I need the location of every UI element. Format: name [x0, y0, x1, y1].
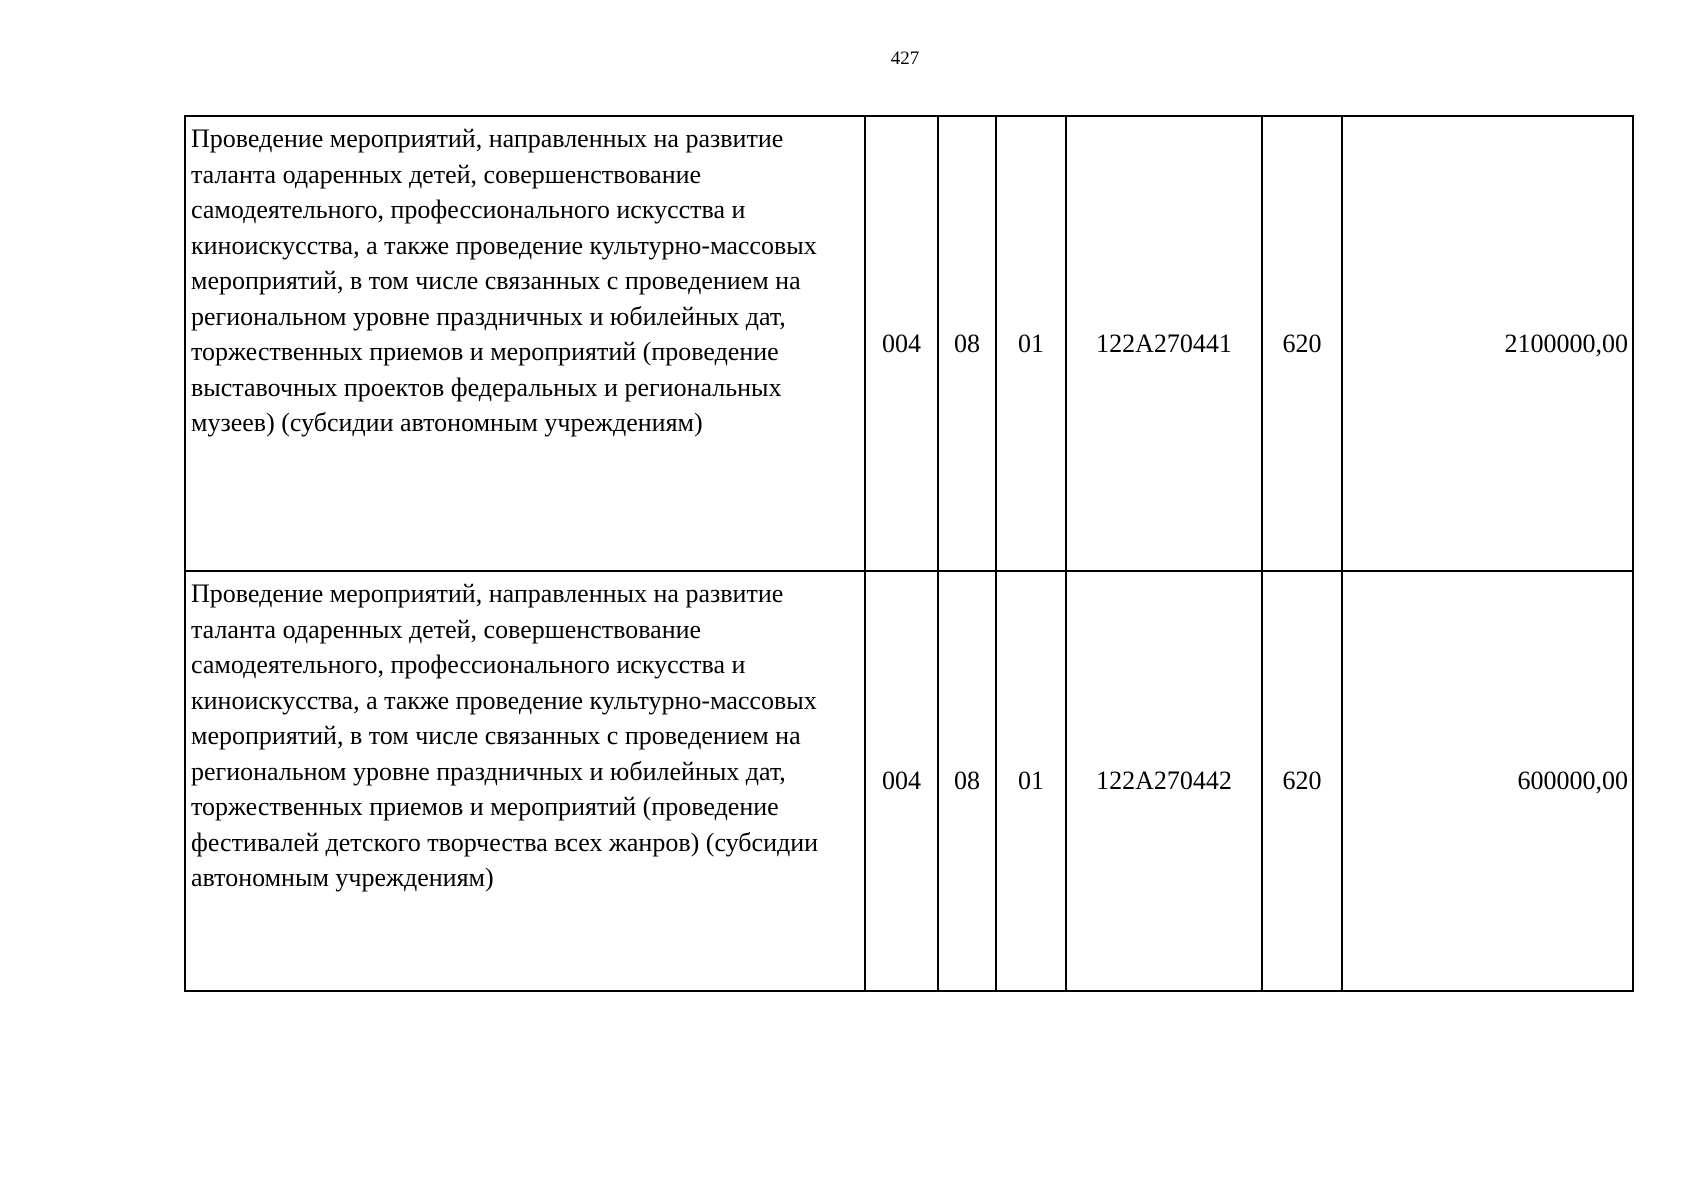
section-code: 08 — [938, 116, 996, 571]
ministry-code: 004 — [865, 571, 938, 991]
subsection-code: 01 — [996, 116, 1066, 571]
expense-type-code: 620 — [1262, 571, 1342, 991]
section-code: 08 — [938, 571, 996, 991]
row-description: Проведение мероприятий, направленных на развитие таланта одаренных детей, совершенствование самодеятельного, профессионального искусства и киноискусства, а также проведение культурно-массовых мероприятий, в том числе связанных с проведением на региональном уровне праздничных и юбилейных дат, торжественных приемов и мероприятий (проведение выставочных проектов федеральных и региональных музеев) (субсидии автономным учреждениям) — [185, 116, 865, 571]
target-article-code: 122A270442 — [1066, 571, 1262, 991]
target-article-code: 122A270441 — [1066, 116, 1262, 571]
ministry-code: 004 — [865, 116, 938, 571]
expense-type-code: 620 — [1262, 116, 1342, 571]
amount: 2100000,00 — [1342, 116, 1633, 571]
budget-table — [184, 115, 1634, 992]
amount: 600000,00 — [1342, 571, 1633, 991]
subsection-code: 01 — [996, 571, 1066, 991]
page-number: 427 — [890, 48, 920, 69]
row-description: Проведение мероприятий, направленных на развитие таланта одаренных детей, совершенствование самодеятельного, профессионального искусства и киноискусства, а также проведение культурно-массовых мероприятий, в том числе связанных с проведением на региональном уровне праздничных и юбилейных дат, торжественных приемов и мероприятий (проведение фестивалей детского творчества всех жанров) (субсидии автономным учреждениям) — [185, 571, 865, 991]
table-row — [185, 571, 1633, 991]
table-row — [185, 116, 1633, 571]
